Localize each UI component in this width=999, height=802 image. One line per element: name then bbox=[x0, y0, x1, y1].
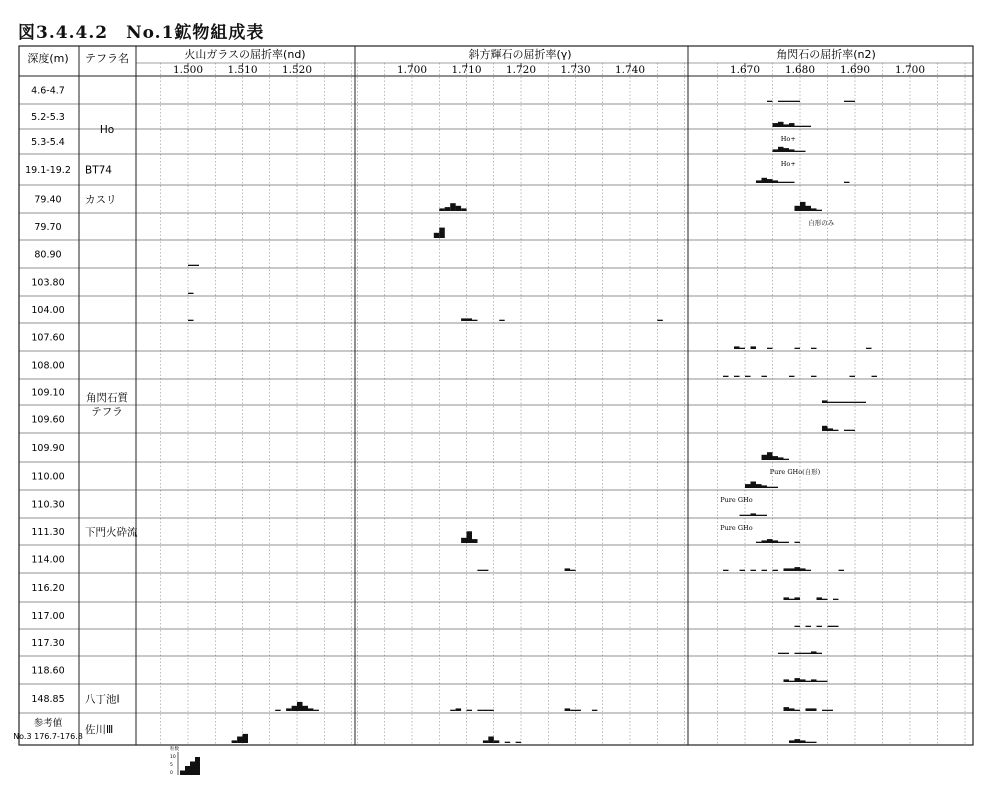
depth-cell: 80.90 bbox=[34, 249, 62, 261]
histogram-bar bbox=[822, 426, 828, 431]
histogram-bar bbox=[734, 346, 740, 349]
histogram-bar bbox=[773, 487, 779, 488]
tick-label: 1.520 bbox=[281, 64, 313, 76]
tephra-name: Ho bbox=[99, 124, 115, 136]
figure-title: 図3.4.4.2 No.1鉱物組成表 bbox=[18, 23, 265, 43]
histogram bbox=[784, 707, 834, 711]
tephra-name: BT74 bbox=[85, 164, 112, 177]
histogram-bar bbox=[456, 206, 462, 211]
histogram-bar bbox=[850, 101, 856, 102]
histogram-bar bbox=[494, 740, 500, 743]
histogram-bar bbox=[778, 542, 784, 543]
histogram-bar bbox=[817, 653, 823, 654]
histogram-bar bbox=[292, 706, 298, 711]
histogram-bar bbox=[592, 710, 598, 711]
histogram-bar bbox=[243, 734, 249, 743]
histogram-bar bbox=[795, 101, 801, 102]
histogram-bar bbox=[434, 233, 440, 238]
histogram-bar bbox=[488, 710, 494, 711]
histogram bbox=[434, 228, 445, 238]
tick-label: 1.710 bbox=[451, 64, 482, 76]
histogram-bar bbox=[811, 708, 817, 711]
histogram bbox=[723, 567, 844, 571]
histogram-bar bbox=[795, 710, 801, 711]
depth-cell: 4.6-4.7 bbox=[31, 85, 65, 97]
tephra-name: 角閃石質 bbox=[86, 392, 128, 404]
histogram-bar bbox=[789, 376, 795, 377]
histogram-bar bbox=[751, 570, 757, 571]
tephra-name: 佐川Ⅲ bbox=[85, 724, 114, 736]
depth-cell: 109.90 bbox=[31, 443, 65, 454]
histogram-bar bbox=[762, 178, 768, 183]
histogram-bar bbox=[297, 702, 303, 711]
histogram-bar bbox=[461, 538, 467, 543]
histogram-bar bbox=[811, 348, 817, 349]
tick-label: 1.700 bbox=[894, 64, 926, 76]
histogram-bar bbox=[817, 681, 823, 682]
histogram-bar bbox=[439, 228, 445, 238]
histogram bbox=[795, 626, 839, 627]
depth-cell: 108.00 bbox=[31, 360, 65, 372]
tick-label: 1.720 bbox=[505, 64, 537, 76]
histogram-bar bbox=[773, 149, 779, 152]
histogram-bar bbox=[565, 568, 571, 571]
histogram-bar bbox=[762, 376, 768, 377]
tephra-name: 八丁池Ⅰ bbox=[85, 693, 120, 706]
histogram-bar bbox=[844, 182, 850, 183]
histogram-bar bbox=[822, 599, 828, 600]
depth-cell: 109.10 bbox=[31, 387, 65, 399]
histogram-bar bbox=[839, 570, 845, 571]
histogram-bar bbox=[795, 348, 801, 349]
histogram-bar bbox=[806, 626, 812, 627]
histogram-bar bbox=[795, 126, 801, 127]
histogram-bar bbox=[817, 597, 823, 600]
histogram-bar bbox=[188, 320, 194, 321]
histogram-bar bbox=[308, 708, 314, 711]
histogram-bar bbox=[188, 293, 194, 294]
histogram bbox=[734, 346, 872, 349]
histogram-bar bbox=[472, 320, 478, 321]
depth-cell: 148.85 bbox=[31, 694, 65, 705]
histogram-bar bbox=[483, 710, 489, 711]
table-frame bbox=[19, 46, 973, 745]
histogram-bar bbox=[275, 710, 281, 711]
depth-cell: 104.00 bbox=[31, 305, 65, 316]
histogram-bar bbox=[866, 348, 872, 349]
histogram-bar bbox=[762, 485, 768, 488]
histogram-bar bbox=[795, 567, 801, 571]
histogram-bar bbox=[751, 513, 757, 516]
histogram-bar bbox=[839, 402, 845, 403]
histogram-bar bbox=[789, 123, 795, 127]
histogram bbox=[756, 539, 800, 543]
depth-cell: 118.60 bbox=[31, 665, 65, 677]
histogram bbox=[188, 293, 194, 294]
histogram-bar bbox=[488, 737, 494, 744]
depth-cell: 79.40 bbox=[34, 194, 62, 206]
histogram-bar bbox=[570, 710, 576, 711]
histogram-bar bbox=[861, 402, 867, 403]
histogram-bar bbox=[450, 203, 456, 211]
histogram bbox=[762, 452, 790, 460]
histogram-bar bbox=[313, 710, 319, 711]
histogram-bar bbox=[800, 126, 806, 127]
histogram-bar bbox=[789, 599, 795, 600]
histogram-bar bbox=[773, 540, 779, 543]
histogram-bar bbox=[767, 539, 773, 543]
legend-bar bbox=[190, 762, 195, 776]
depth-cell: 19.1-19.2 bbox=[25, 165, 71, 176]
histogram-bar bbox=[767, 487, 773, 488]
histogram bbox=[745, 482, 778, 489]
histogram-bar bbox=[778, 147, 784, 152]
histogram-bar bbox=[450, 710, 456, 711]
histogram bbox=[773, 122, 812, 127]
histogram-bar bbox=[784, 101, 790, 102]
histogram-bar bbox=[303, 706, 309, 711]
histogram-bar bbox=[773, 456, 779, 460]
depth-cell: 109.60 bbox=[31, 414, 65, 426]
histogram-bar bbox=[828, 710, 834, 711]
histogram-bar bbox=[806, 742, 812, 743]
histogram-bar bbox=[789, 568, 795, 571]
histogram-bar bbox=[445, 207, 451, 211]
histogram-bars bbox=[188, 101, 877, 743]
histogram-bar bbox=[811, 742, 817, 743]
header-glass: 火山ガラスの屈折率(nd) bbox=[184, 48, 306, 61]
depth-cell: 79.70 bbox=[34, 222, 62, 233]
histogram bbox=[439, 203, 466, 211]
tick-label: 1.670 bbox=[729, 64, 761, 76]
annotation-label: Ho+ bbox=[780, 160, 796, 168]
histogram bbox=[461, 318, 663, 321]
tick-label: 1.700 bbox=[396, 64, 428, 76]
header-depth: 深度(m) bbox=[27, 52, 69, 65]
histogram-bar bbox=[784, 679, 790, 682]
histogram-bar bbox=[795, 151, 801, 152]
tick-label: 1.690 bbox=[839, 64, 871, 76]
depth-cell: 117.00 bbox=[31, 611, 65, 622]
histogram-bar bbox=[467, 318, 473, 321]
histogram bbox=[188, 265, 199, 266]
tephra-name: テフラ bbox=[91, 406, 123, 418]
histogram-bar bbox=[784, 459, 790, 460]
histogram-bar bbox=[767, 452, 773, 460]
histogram-bar bbox=[784, 653, 790, 654]
histogram-bar bbox=[795, 626, 801, 627]
histogram-bar bbox=[850, 402, 856, 403]
histogram-bar bbox=[872, 376, 878, 377]
histogram-bar bbox=[773, 180, 779, 183]
histogram-bar bbox=[565, 708, 571, 711]
histogram-bar bbox=[762, 455, 768, 460]
histogram-bar bbox=[833, 402, 839, 403]
histogram-bar bbox=[439, 208, 445, 211]
histogram-bar bbox=[751, 482, 757, 489]
histogram-bar bbox=[767, 179, 773, 183]
histogram-bar bbox=[828, 402, 834, 403]
histogram-bar bbox=[762, 515, 768, 516]
histogram bbox=[483, 737, 521, 744]
histogram-bar bbox=[461, 318, 467, 321]
histogram-bar bbox=[822, 400, 828, 403]
count-scale-legend bbox=[170, 745, 200, 776]
histogram-bar bbox=[472, 539, 478, 543]
annotation-label: 自形のみ bbox=[808, 219, 835, 227]
histogram-bar bbox=[286, 708, 292, 711]
histogram bbox=[188, 320, 194, 321]
histogram-bar bbox=[657, 320, 663, 321]
histogram-bar bbox=[778, 653, 784, 654]
histogram-bar bbox=[789, 149, 795, 152]
depth-cell: 110.30 bbox=[31, 499, 65, 511]
histogram-bar bbox=[784, 707, 790, 711]
histogram-bar bbox=[844, 101, 850, 102]
histogram-bar bbox=[822, 710, 828, 711]
histogram-bar bbox=[773, 570, 779, 571]
histogram-bar bbox=[237, 737, 243, 744]
legend-tick: 5 bbox=[170, 763, 173, 768]
histogram-bar bbox=[723, 570, 729, 571]
histogram-bar bbox=[806, 708, 812, 711]
histogram-bar bbox=[844, 402, 850, 403]
histogram-bar bbox=[850, 430, 856, 431]
depth-cell: 110.00 bbox=[31, 471, 65, 483]
histogram-bar bbox=[740, 515, 746, 516]
histogram-bar bbox=[576, 710, 582, 711]
legend-tick: 0 bbox=[170, 771, 173, 776]
header-opx: 斜方輝石の屈折率(γ) bbox=[468, 48, 572, 61]
depth-cell: 参考値 bbox=[33, 718, 63, 729]
tephra-name: カスリ bbox=[85, 194, 117, 206]
histogram-bar bbox=[800, 568, 806, 571]
tephra-name: 下門火砕流 bbox=[85, 526, 138, 539]
histogram bbox=[477, 568, 575, 571]
histogram-bar bbox=[850, 376, 856, 377]
histogram-bar bbox=[806, 681, 812, 682]
histogram-bar bbox=[483, 740, 489, 743]
annotation-label: Ho+ bbox=[780, 135, 796, 143]
histogram-bar bbox=[762, 540, 768, 543]
histogram bbox=[822, 426, 855, 431]
histogram-bar bbox=[778, 182, 784, 183]
depth-cell: 111.30 bbox=[31, 527, 65, 538]
histogram-bar bbox=[789, 708, 795, 711]
histogram-bar bbox=[740, 570, 746, 571]
histogram-bar bbox=[756, 542, 762, 543]
histogram-bar bbox=[811, 376, 817, 377]
histogram-bar bbox=[778, 122, 784, 127]
histogram-bar bbox=[767, 101, 773, 102]
histogram-bar bbox=[806, 570, 812, 571]
histogram bbox=[740, 513, 768, 516]
histogram bbox=[450, 708, 597, 711]
histogram-bar bbox=[784, 148, 790, 152]
header-tephra: テフラ名 bbox=[85, 52, 129, 65]
depth-cell: 116.20 bbox=[31, 583, 65, 594]
histogram-bar bbox=[795, 206, 801, 211]
histogram-bar bbox=[756, 515, 762, 516]
depth-cell: 117.30 bbox=[31, 638, 65, 649]
histogram-bar bbox=[734, 376, 740, 377]
legend-bar bbox=[185, 766, 190, 775]
depth-cell: 103.80 bbox=[31, 277, 65, 289]
histogram-bar bbox=[467, 531, 473, 543]
histogram-bar bbox=[784, 542, 790, 543]
tick-label: 1.730 bbox=[560, 64, 591, 76]
histogram-bar bbox=[756, 484, 762, 488]
histogram-bar bbox=[505, 742, 511, 743]
histogram-bar bbox=[456, 708, 462, 711]
histogram-bar bbox=[751, 346, 757, 349]
legend-bar bbox=[195, 757, 200, 775]
histogram-bar bbox=[811, 208, 817, 211]
histogram-bar bbox=[833, 599, 839, 600]
histogram-bar bbox=[806, 126, 812, 127]
histogram-bar bbox=[745, 515, 751, 516]
histogram-bar bbox=[828, 428, 834, 431]
histogram bbox=[784, 597, 839, 600]
annotation-label: Pure GHo bbox=[720, 524, 753, 532]
histogram bbox=[232, 734, 248, 743]
annotation-label: Pure GHo(自形) bbox=[769, 468, 821, 476]
histogram-bar bbox=[855, 402, 861, 403]
histogram-bar bbox=[477, 570, 483, 571]
histogram-bar bbox=[833, 626, 839, 627]
tick-label: 1.680 bbox=[784, 64, 816, 76]
histogram-bar bbox=[740, 348, 746, 349]
histogram-bar bbox=[795, 653, 801, 654]
table-grid bbox=[19, 46, 973, 745]
histogram-bar bbox=[817, 626, 823, 627]
histogram-bar bbox=[811, 679, 817, 682]
histogram bbox=[767, 101, 855, 102]
histogram-bar bbox=[477, 710, 483, 711]
histogram-bar bbox=[784, 568, 790, 571]
histogram bbox=[461, 531, 477, 543]
histogram-bar bbox=[817, 210, 823, 211]
histogram bbox=[789, 739, 817, 743]
histogram bbox=[773, 147, 806, 152]
histogram-bar bbox=[778, 457, 784, 460]
histogram-bar bbox=[795, 597, 801, 600]
depth-cell: 5.2-5.3 bbox=[31, 112, 65, 123]
legend-scale-label: 粒数 bbox=[170, 747, 179, 752]
histogram-bar bbox=[784, 597, 790, 600]
legend-bar bbox=[180, 771, 185, 776]
histogram-bar bbox=[828, 626, 834, 627]
histogram-bar bbox=[499, 320, 505, 321]
histogram-bar bbox=[811, 651, 817, 654]
histogram-bar bbox=[756, 180, 762, 183]
tick-label: 1.500 bbox=[172, 64, 204, 76]
histogram-bar bbox=[795, 678, 801, 682]
histogram-bar bbox=[723, 376, 729, 377]
tick-label: 1.510 bbox=[227, 64, 258, 76]
depth-cell-sub: No.3 176.7-176.8 bbox=[13, 732, 83, 741]
histogram bbox=[795, 202, 823, 211]
histogram-bar bbox=[806, 653, 812, 654]
depth-cell: 114.00 bbox=[31, 554, 65, 566]
histogram-bar bbox=[833, 430, 839, 431]
histogram-bar bbox=[800, 653, 806, 654]
histogram-bar bbox=[467, 710, 473, 711]
histogram-bar bbox=[232, 740, 238, 743]
histogram-bar bbox=[800, 740, 806, 743]
depth-cell: 5.3-5.4 bbox=[31, 137, 65, 148]
histogram bbox=[275, 702, 319, 711]
histogram-bar bbox=[461, 208, 467, 211]
histogram-bar bbox=[795, 739, 801, 743]
histogram-bar bbox=[516, 742, 522, 743]
annotation-label: Pure GHo bbox=[720, 496, 753, 504]
histogram bbox=[756, 178, 850, 183]
histogram-bar bbox=[784, 182, 790, 183]
histogram-bar bbox=[188, 265, 194, 266]
depth-cell: 107.60 bbox=[31, 332, 65, 344]
histogram-bar bbox=[795, 542, 801, 543]
histogram-bar bbox=[789, 740, 795, 743]
histogram-bar bbox=[778, 101, 784, 102]
histogram-bar bbox=[745, 484, 751, 488]
histogram-bar bbox=[806, 206, 812, 211]
histogram-bar bbox=[800, 202, 806, 211]
header-hbl: 角閃石の屈折率(n2) bbox=[776, 48, 876, 61]
histogram-bar bbox=[762, 570, 768, 571]
histogram-bar bbox=[194, 265, 200, 266]
histogram bbox=[822, 400, 866, 403]
histogram-bar bbox=[570, 570, 576, 571]
histogram-bar bbox=[483, 570, 489, 571]
histogram-bar bbox=[745, 376, 751, 377]
histogram-bar bbox=[767, 348, 773, 349]
histogram-bar bbox=[800, 151, 806, 152]
histogram-bar bbox=[800, 679, 806, 682]
histogram-bar bbox=[773, 123, 779, 127]
histogram-bar bbox=[789, 182, 795, 183]
histogram-bar bbox=[789, 681, 795, 682]
histogram-bar bbox=[844, 430, 850, 431]
tick-label: 1.740 bbox=[614, 64, 646, 76]
histogram-bar bbox=[789, 101, 795, 102]
histogram-bar bbox=[822, 681, 828, 682]
legend-tick: 10 bbox=[170, 755, 176, 760]
histogram-bar bbox=[784, 124, 790, 127]
histogram bbox=[784, 678, 828, 682]
